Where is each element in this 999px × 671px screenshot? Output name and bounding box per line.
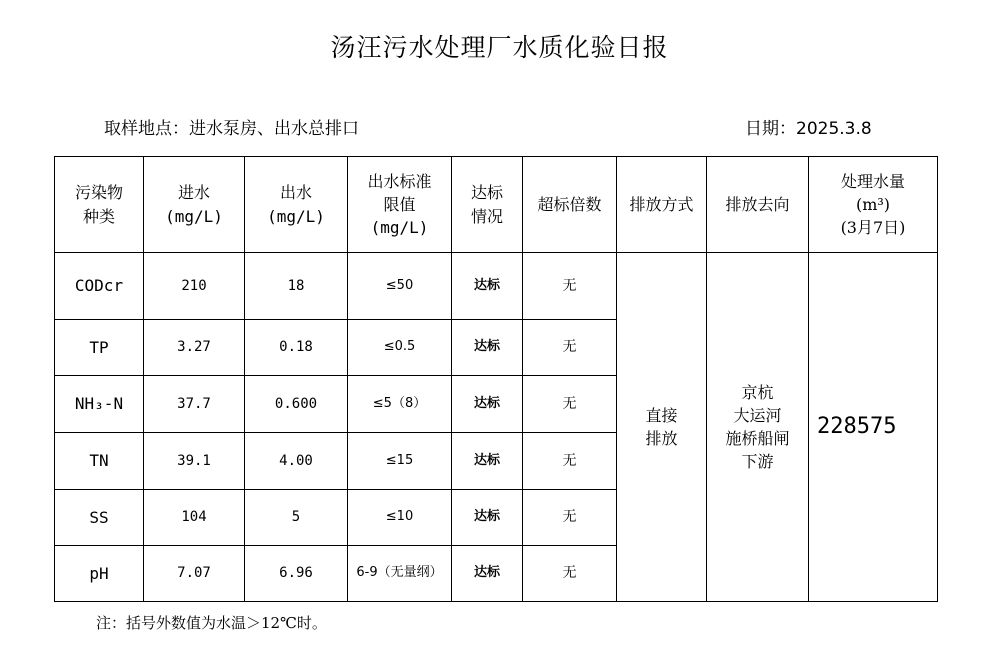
exceed-cell: 无 [523,546,617,602]
water-quality-table [54,156,938,602]
header-row [55,157,938,253]
influent-cell: 37.7 [144,376,245,433]
discharge-destination-cell: 京杭 大运河 施桥船闸 下游 [707,253,809,602]
exceed-cell: 无 [523,376,617,433]
limit-cell: ≤15 [348,433,452,490]
pollutant-cell: CODcr [55,253,144,320]
header-volume: 处理水量 (m³) (3月7日) [809,157,938,253]
header-limit: 出水标准 限值 (mg/L) [348,157,452,253]
influent-cell: 104 [144,490,245,546]
limit-cell: ≤50 [348,253,452,320]
limit-cell: 6-9（无量纲） [348,546,452,602]
influent-cell: 7.07 [144,546,245,602]
report-date: 日期：2025.3.8 [745,119,872,139]
pollutant-cell: NH₃-N [55,376,144,433]
treated-volume-cell: 228575 [809,253,938,602]
effluent-cell: 0.600 [245,376,348,433]
header-exceed: 超标倍数 [523,157,617,253]
status-cell: 达标 [452,433,523,490]
header-influent: 进水 (mg/L) [144,157,245,253]
status-cell: 达标 [452,320,523,376]
pollutant-cell: TN [55,433,144,490]
status-cell: 达标 [452,490,523,546]
status-cell: 达标 [452,253,523,320]
footnote: 注：括号外数值为水温＞12℃时。 [96,614,327,632]
header-destination: 排放去向 [707,157,809,253]
header-effluent: 出水 (mg/L) [245,157,348,253]
effluent-cell: 6.96 [245,546,348,602]
header-status: 达标 情况 [452,157,523,253]
influent-cell: 39.1 [144,433,245,490]
effluent-cell: 5 [245,490,348,546]
limit-cell: ≤10 [348,490,452,546]
exceed-cell: 无 [523,490,617,546]
limit-cell: ≤0.5 [348,320,452,376]
limit-cell: ≤5（8） [348,376,452,433]
report-title: 汤汪污水处理厂水质化验日报 [330,33,669,62]
status-cell: 达标 [452,546,523,602]
header-pollutant: 污染物 种类 [55,157,144,253]
exceed-cell: 无 [523,320,617,376]
exceed-cell: 无 [523,433,617,490]
status-cell: 达标 [452,376,523,433]
pollutant-cell: TP [55,320,144,376]
effluent-cell: 0.18 [245,320,348,376]
effluent-cell: 4.00 [245,433,348,490]
table-row [55,253,938,320]
discharge-method-cell: 直接 排放 [617,253,707,602]
influent-cell: 210 [144,253,245,320]
sampling-location: 取样地点：进水泵房、出水总排口 [104,119,359,139]
influent-cell: 3.27 [144,320,245,376]
pollutant-cell: pH [55,546,144,602]
header-method: 排放方式 [617,157,707,253]
exceed-cell: 无 [523,253,617,320]
effluent-cell: 18 [245,253,348,320]
pollutant-cell: SS [55,490,144,546]
